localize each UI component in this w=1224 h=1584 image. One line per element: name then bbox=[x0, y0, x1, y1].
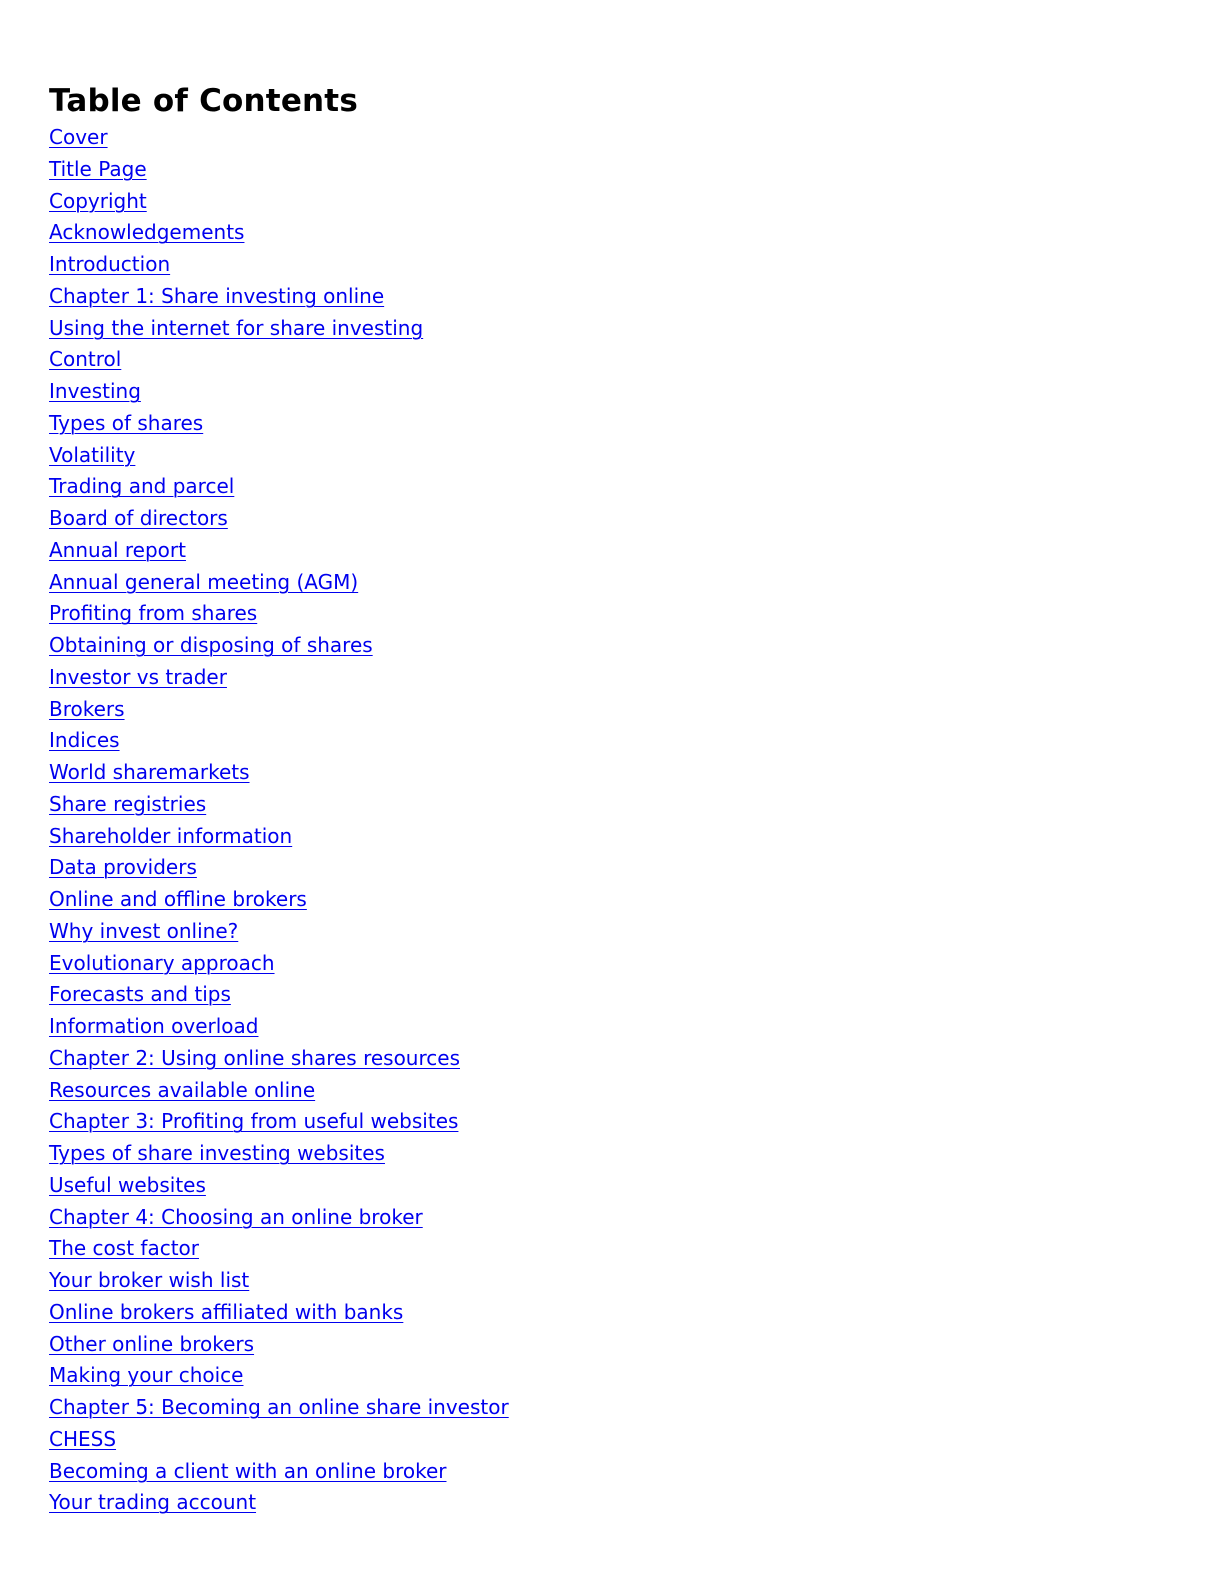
toc-link[interactable]: Your broker wish list bbox=[49, 1268, 250, 1292]
list-item bbox=[49, 1424, 1169, 1456]
list-item bbox=[49, 948, 1169, 980]
page-title: Table of Contents bbox=[49, 83, 358, 119]
list-item bbox=[49, 440, 1169, 472]
list-item bbox=[49, 122, 1169, 154]
list-item bbox=[49, 1138, 1169, 1170]
toc-link[interactable]: Chapter 5: Becoming an online share investor bbox=[49, 1395, 509, 1419]
toc-link[interactable]: Share registries bbox=[49, 791, 207, 816]
toc-link[interactable]: Other online brokers bbox=[49, 1331, 255, 1356]
toc-link[interactable]: Acknowledgements bbox=[49, 220, 245, 245]
list-item bbox=[49, 598, 1169, 630]
toc-link[interactable]: Online brokers affiliated with banks bbox=[49, 1299, 404, 1324]
list-item bbox=[49, 1170, 1169, 1202]
list-item bbox=[49, 821, 1169, 853]
toc-link[interactable]: Control bbox=[49, 347, 122, 372]
list-item bbox=[49, 1487, 1169, 1519]
toc-link[interactable]: Obtaining or disposing of shares bbox=[49, 633, 373, 657]
list-item bbox=[49, 1075, 1169, 1107]
list-item bbox=[49, 1360, 1169, 1392]
toc-list bbox=[49, 122, 1169, 1519]
list-item bbox=[49, 852, 1169, 884]
toc-link[interactable]: Information overload bbox=[49, 1014, 259, 1038]
toc-link[interactable]: Chapter 4: Choosing an online broker bbox=[49, 1204, 423, 1229]
toc-link[interactable]: CHESS bbox=[49, 1426, 117, 1451]
list-item bbox=[49, 884, 1169, 916]
toc-link[interactable]: Useful websites bbox=[49, 1172, 206, 1197]
list-item bbox=[49, 979, 1169, 1011]
toc-link[interactable]: Trading and parcel bbox=[49, 474, 235, 499]
toc-link[interactable]: Chapter 2: Using online shares resources bbox=[49, 1045, 460, 1070]
toc-link[interactable]: Using the internet for share investing bbox=[49, 315, 424, 340]
toc-link[interactable]: Making your choice bbox=[49, 1363, 244, 1388]
list-item bbox=[49, 217, 1169, 249]
toc-link[interactable]: Becoming a client with an online broker bbox=[49, 1458, 447, 1483]
list-item bbox=[49, 757, 1169, 789]
list-item bbox=[49, 535, 1169, 567]
toc-page bbox=[49, 82, 1169, 1519]
list-item bbox=[49, 916, 1169, 948]
toc-link[interactable]: Annual general meeting (AGM) bbox=[49, 569, 359, 594]
toc-link[interactable]: World sharemarkets bbox=[49, 760, 250, 784]
toc-link[interactable]: Volatility bbox=[49, 442, 136, 467]
toc-link[interactable]: Title Page bbox=[49, 156, 147, 181]
toc-link[interactable]: Chapter 3: Profiting from useful websites bbox=[49, 1109, 459, 1134]
toc-link[interactable]: Resources available online bbox=[49, 1077, 316, 1102]
list-item bbox=[49, 471, 1169, 503]
toc-link[interactable]: Shareholder information bbox=[49, 823, 293, 848]
list-item bbox=[49, 154, 1169, 186]
toc-link[interactable]: Evolutionary approach bbox=[49, 950, 275, 975]
toc-link[interactable]: Board of directors bbox=[49, 506, 228, 530]
toc-link[interactable]: Profiting from shares bbox=[49, 601, 258, 626]
toc-link[interactable]: Investing bbox=[49, 379, 141, 403]
toc-link[interactable]: The cost factor bbox=[49, 1236, 199, 1261]
toc-link[interactable]: Types of share investing websites bbox=[49, 1141, 385, 1165]
toc-link[interactable]: Brokers bbox=[49, 696, 125, 721]
toc-link[interactable]: Your trading account bbox=[49, 1490, 257, 1515]
toc-link[interactable]: Cover bbox=[49, 125, 108, 149]
toc-link[interactable]: Copyright bbox=[49, 188, 147, 213]
list-item bbox=[49, 1043, 1169, 1075]
list-item bbox=[49, 694, 1169, 726]
toc-link[interactable]: Types of shares bbox=[49, 410, 204, 435]
list-item bbox=[49, 376, 1169, 408]
list-item bbox=[49, 662, 1169, 694]
list-item bbox=[49, 1011, 1169, 1043]
toc-link[interactable]: Indices bbox=[49, 728, 120, 753]
list-item bbox=[49, 725, 1169, 757]
list-item bbox=[49, 1456, 1169, 1488]
list-item bbox=[49, 1233, 1169, 1265]
list-item bbox=[49, 281, 1169, 313]
list-item bbox=[49, 503, 1169, 535]
list-item bbox=[49, 408, 1169, 440]
list-item bbox=[49, 344, 1169, 376]
toc-link[interactable]: Why invest online? bbox=[49, 918, 239, 943]
toc-link[interactable]: Investor vs trader bbox=[49, 664, 227, 689]
list-item bbox=[49, 630, 1169, 662]
list-item bbox=[49, 1329, 1169, 1361]
list-item bbox=[49, 567, 1169, 599]
toc-link[interactable]: Annual report bbox=[49, 537, 186, 562]
toc-link[interactable]: Forecasts and tips bbox=[49, 982, 231, 1007]
list-item bbox=[49, 1297, 1169, 1329]
list-item bbox=[49, 249, 1169, 281]
toc-link[interactable]: Data providers bbox=[49, 855, 197, 880]
list-item bbox=[49, 1392, 1169, 1424]
toc-link[interactable]: Online and offline brokers bbox=[49, 887, 307, 911]
toc-link[interactable]: Introduction bbox=[49, 252, 171, 276]
toc-link[interactable]: Chapter 1: Share investing online bbox=[49, 283, 385, 308]
list-item bbox=[49, 1106, 1169, 1138]
list-item bbox=[49, 1265, 1169, 1297]
list-item bbox=[49, 313, 1169, 345]
list-item bbox=[49, 789, 1169, 821]
list-item bbox=[49, 1202, 1169, 1234]
list-item bbox=[49, 186, 1169, 218]
